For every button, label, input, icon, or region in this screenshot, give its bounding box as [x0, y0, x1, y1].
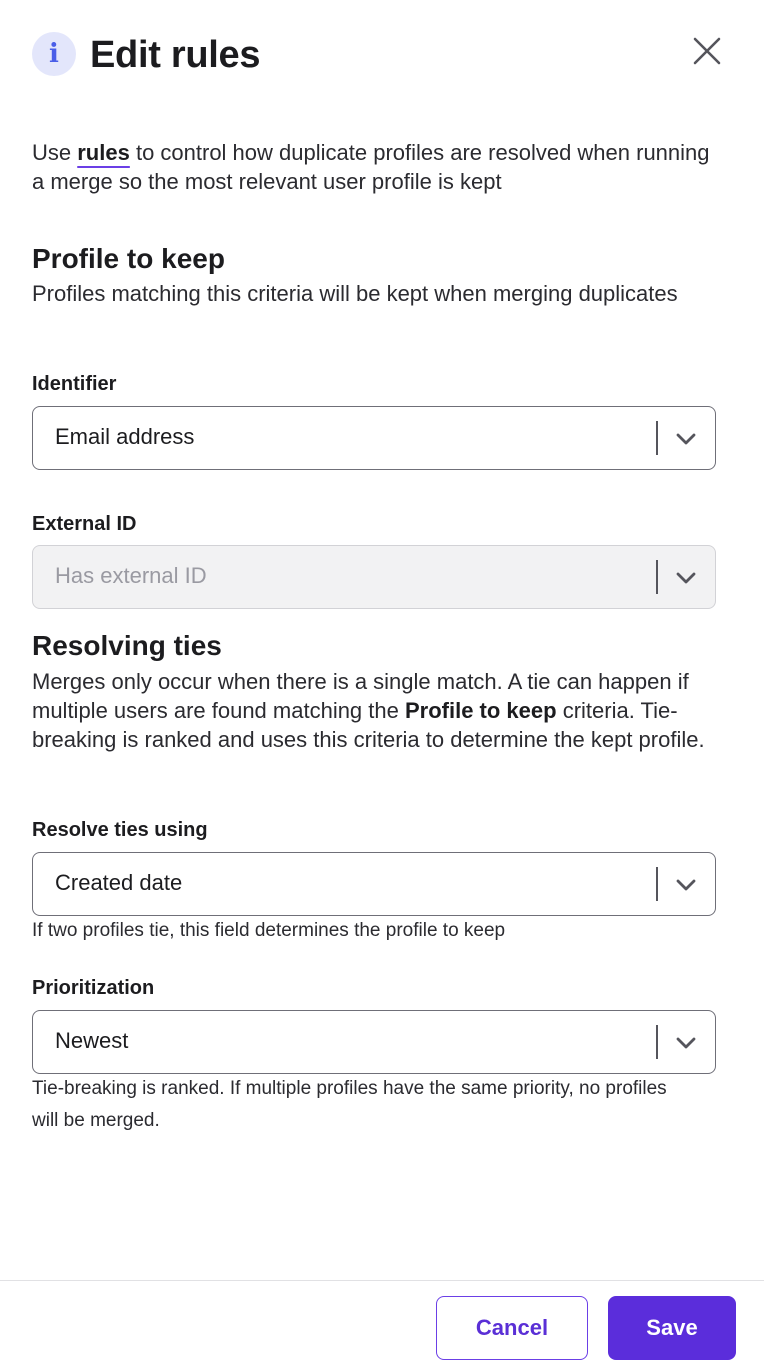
select-divider: [656, 1025, 658, 1059]
dialog-title: Edit rules: [90, 34, 261, 76]
close-icon[interactable]: [690, 34, 724, 68]
prioritization-value: Newest: [55, 1028, 129, 1053]
info-icon: i: [32, 32, 76, 76]
profile-to-keep-description: Profiles matching this criteria will be kept when merging duplicates: [32, 281, 678, 306]
external-id-label: External ID: [32, 513, 137, 535]
resolving-ties-title: Resolving ties: [32, 630, 222, 661]
identifier-label: Identifier: [32, 373, 117, 395]
chevron-down-icon: [675, 429, 697, 449]
resolving-ties-description: [32, 667, 722, 754]
select-divider: [656, 867, 658, 901]
identifier-select[interactable]: [32, 406, 716, 470]
external-id-placeholder: Has external ID: [55, 563, 207, 588]
identifier-value: Email address: [55, 424, 195, 449]
chevron-down-icon: [675, 875, 697, 895]
footer-divider: [0, 1280, 764, 1281]
prioritization-label: Prioritization: [32, 977, 155, 999]
dialog-header: [32, 32, 732, 80]
chevron-down-icon: [675, 568, 697, 588]
rules-link[interactable]: rules: [77, 140, 130, 165]
cancel-button[interactable]: Cancel: [436, 1296, 588, 1360]
resolve-ties-select[interactable]: [32, 852, 716, 916]
save-button[interactable]: Save: [608, 1296, 736, 1360]
resolve-ties-label: Resolve ties using: [32, 819, 208, 841]
intro-suffix: to control how duplicate profiles are resolved when running a merge so the most relevant user profile is kept: [32, 140, 710, 194]
profile-to-keep-title: Profile to keep: [32, 243, 225, 274]
intro-text: [32, 138, 722, 196]
resolve-ties-helper: If two profiles tie, this field determines the profile to keep: [32, 920, 506, 941]
resolving-ties-desc-bold: Profile to keep: [404, 698, 557, 723]
external-id-select: [32, 545, 716, 609]
intro-prefix: Use: [32, 140, 78, 165]
resolve-ties-value: Created date: [55, 870, 183, 895]
select-divider: [656, 560, 658, 594]
chevron-down-icon: [675, 1033, 697, 1053]
select-divider: [656, 421, 658, 455]
resolving-ties-desc-1: Merges only occur when there is a single match. A tie can happen if multiple users are found matching the: [32, 669, 689, 723]
prioritization-select[interactable]: [32, 1010, 716, 1074]
resolving-ties-desc-2: criteria. Tie-breaking is ranked and uses this criteria to determine the kept profile.: [32, 698, 705, 752]
prioritization-helper: Tie-breaking is ranked. If multiple profiles have the same priority, no profiles will be merged.: [32, 1078, 667, 1131]
